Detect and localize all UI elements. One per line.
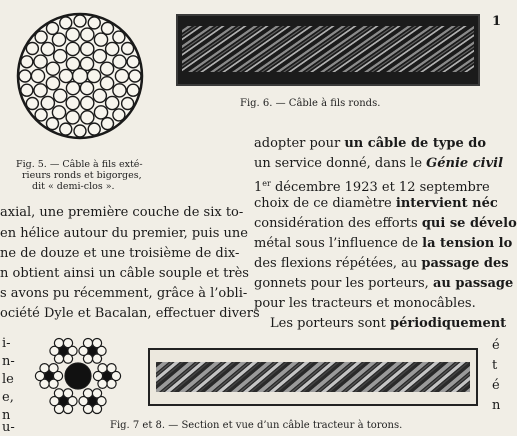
wire: [49, 364, 58, 373]
text-fragment: t: [492, 358, 498, 373]
wire: [54, 89, 67, 102]
wire: [92, 354, 101, 363]
wire: [52, 33, 65, 46]
wire: [83, 338, 92, 347]
wire: [94, 106, 107, 119]
text-line: adopter pour un câble de type do: [254, 136, 487, 151]
fig5-caption-line: dit « demi-clos ».: [32, 181, 115, 192]
text-line: pour les tracteurs et monocâbles.: [254, 296, 476, 311]
wire: [47, 22, 59, 34]
wire: [92, 404, 101, 413]
wire: [46, 77, 59, 90]
text-line: métal sous l’influence de la tension lo: [254, 236, 513, 251]
wire: [66, 96, 79, 109]
wire: [113, 109, 125, 121]
wire: [63, 389, 72, 398]
wire: [100, 62, 113, 75]
wire: [41, 42, 54, 55]
fig6-cable-photo: [176, 14, 480, 86]
wire: [26, 43, 38, 55]
fig8-cable-photo: [148, 348, 478, 406]
fig5-caption-line: Fig. 5. — Câble à fils exté-: [16, 159, 143, 170]
wire: [54, 338, 63, 347]
wire: [81, 42, 94, 55]
wire: [92, 338, 101, 347]
wire: [94, 33, 107, 46]
wire: [122, 43, 134, 55]
text-fragment: n: [2, 408, 11, 423]
wire: [40, 364, 49, 373]
wire: [93, 89, 106, 102]
wire: [54, 389, 63, 398]
fig6-cable-texture: [178, 16, 478, 84]
fig5-caption-line: rieurs ronds et bigorges,: [22, 170, 142, 181]
wire: [80, 57, 93, 70]
wire: [19, 70, 31, 82]
text-fragment: é: [492, 338, 500, 353]
wire: [31, 69, 44, 82]
wire: [26, 98, 38, 110]
fig78-caption: Fig. 7 et 8. — Section et vue d’un câble tracteur à torons.: [110, 420, 403, 431]
wire: [52, 106, 65, 119]
wire: [106, 96, 119, 109]
wire: [100, 77, 113, 90]
wire: [102, 118, 114, 130]
fig5-caption: [16, 159, 166, 192]
text-line: s avons pu récemment, grâce à l’obli-: [0, 286, 248, 301]
wire: [129, 70, 141, 82]
margin-fragment: 1: [492, 14, 502, 29]
wire: [66, 82, 79, 95]
wire: [115, 69, 128, 82]
text-line: des flexions répétées, au passage des: [254, 256, 509, 271]
text-line: en hélice autour du premier, puis une: [0, 226, 248, 241]
wire: [74, 125, 86, 137]
wire: [88, 17, 100, 29]
wire: [66, 28, 79, 41]
wire: [66, 111, 79, 124]
wire: [81, 111, 94, 124]
text-fragment: é: [492, 378, 500, 393]
wire: [47, 118, 59, 130]
wire: [80, 82, 93, 95]
wire: [113, 31, 125, 43]
fig7-stranded-cross-section: [30, 328, 126, 424]
wire: [46, 62, 59, 75]
wire: [74, 15, 86, 27]
wire: [60, 17, 72, 29]
fig6-caption: Fig. 6. — Câble à fils ronds.: [240, 98, 381, 109]
wire: [66, 57, 79, 70]
wire: [113, 84, 126, 97]
wire: [113, 55, 126, 68]
wire: [107, 379, 116, 388]
wire: [122, 98, 134, 110]
wire: [88, 123, 100, 135]
fig8-cable-texture: [150, 350, 476, 404]
wire: [60, 123, 72, 135]
text-line: 1er décembre 1923 et 12 septembre: [254, 179, 490, 195]
text-fragment: n-: [2, 354, 15, 369]
wire: [66, 42, 79, 55]
wire: [63, 404, 72, 413]
wire: [21, 84, 33, 96]
wire: [107, 364, 116, 373]
text-line: gonnets pour les porteurs, au passage: [254, 276, 514, 291]
wire: [35, 109, 47, 121]
wire: [54, 50, 67, 63]
fig5-cable-cross-section: [14, 4, 146, 150]
wire: [59, 69, 72, 82]
wire: [65, 363, 91, 389]
text-line: un service donné, dans le Génie civil: [254, 156, 504, 171]
wire: [49, 379, 58, 388]
wire: [81, 28, 94, 41]
wire: [98, 364, 107, 373]
text-fragment: e,: [2, 390, 14, 405]
text-fragment: i-: [2, 336, 11, 351]
text-line: Les porteurs sont périodiquement: [270, 316, 507, 331]
wire: [41, 96, 54, 109]
text-fragment: le: [2, 372, 14, 387]
wire: [81, 96, 94, 109]
wire: [35, 31, 47, 43]
wire: [34, 55, 47, 68]
wire: [21, 56, 33, 68]
text-line: n obtient ainsi un câble souple et très: [0, 266, 249, 281]
wire: [93, 50, 106, 63]
wire: [83, 389, 92, 398]
wire: [34, 84, 47, 97]
wire: [127, 84, 139, 96]
wire: [106, 42, 119, 55]
text-fragment: u-: [2, 420, 15, 435]
text-line: considération des efforts qui se dévelo: [254, 216, 517, 231]
wire: [102, 22, 114, 34]
text-line: ociété Dyle et Bacalan, effectuer divers: [0, 306, 260, 321]
wire: [92, 389, 101, 398]
text-line: ne de douze et une troisième de dix-: [0, 246, 240, 261]
wire: [127, 56, 139, 68]
text-line: axial, une première couche de six to-: [0, 205, 244, 220]
text-fragment: n: [492, 398, 501, 413]
wire: [63, 338, 72, 347]
wire: [63, 354, 72, 363]
text-line: choix de ce diamètre intervient néc: [254, 196, 498, 211]
wire: [87, 69, 100, 82]
